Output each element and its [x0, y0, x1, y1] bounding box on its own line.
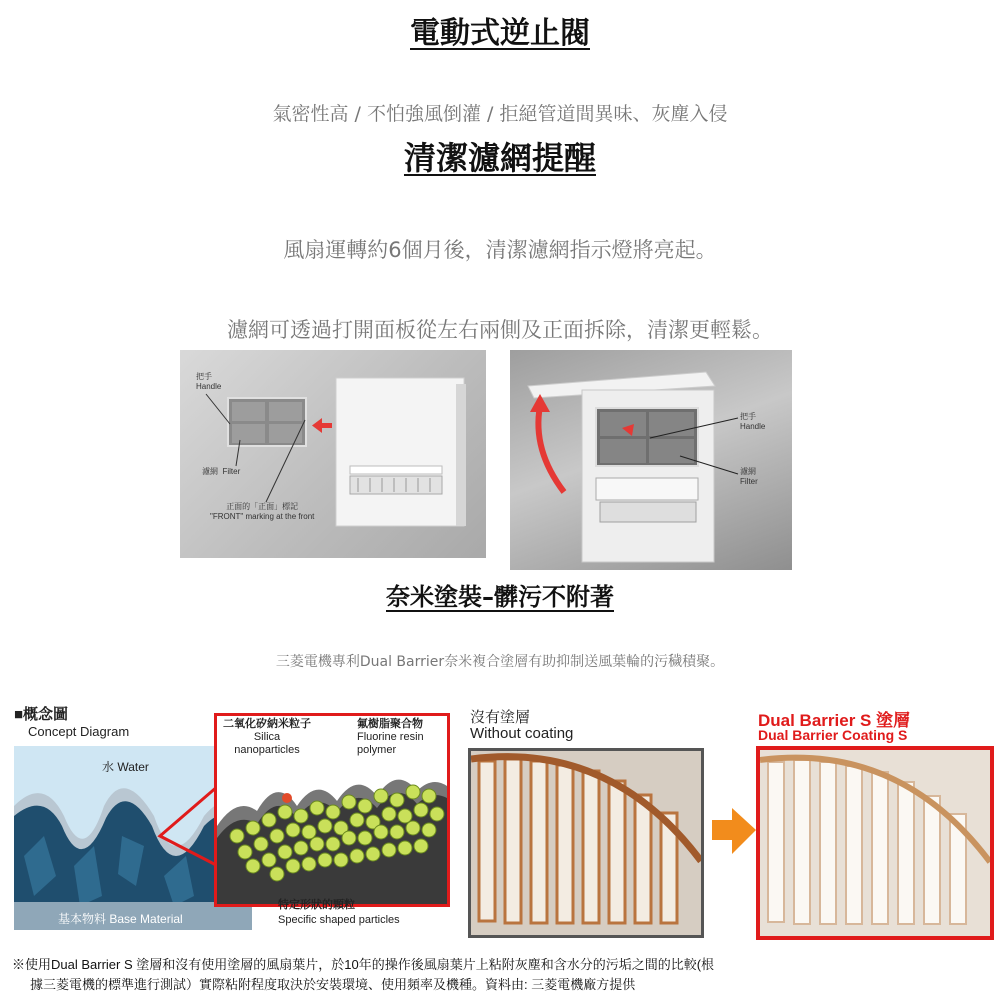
footnote — [12, 955, 992, 995]
check-damper-subtitle: 氣密性高 / 不怕強風倒灌 / 拒絕管道間異味、灰塵入侵 — [272, 103, 728, 125]
filter-reminder-line2: 濾網可透過打開面板從左右兩側及正面拆除，清潔更輕鬆。 — [227, 318, 773, 342]
without-coating-label-en: Without coating — [470, 725, 574, 742]
section-title-check-damper: 電動式逆止閥 — [410, 16, 590, 51]
filter-removal-photo-left — [180, 350, 486, 558]
dirty-fan-blades — [471, 751, 701, 935]
footnote-line1: ※使用Dual Barrier S 塗層和沒有使用塗層的風扇葉片，於10年的操作後風扇葉片上粘附灰塵和含水分的污垢之間的比較(根 — [12, 957, 715, 972]
with-coating-label-zh: Dual Barrier S 塗層 — [758, 711, 911, 730]
comparison-arrow — [712, 806, 756, 856]
filter-removal-photo-right — [510, 350, 792, 570]
filter-diagram-right — [510, 350, 792, 570]
zoom-box — [214, 713, 450, 907]
handle-label-right: 把手 Handle — [740, 412, 766, 431]
with-coating-label-en: Dual Barrier Coating S — [758, 727, 908, 743]
with-coating-photo — [756, 746, 994, 940]
nano-coating-subtitle: 三菱電機專利Dual Barrier奈米複合塗層有助抑制送風葉輪的污穢積聚。 — [275, 654, 725, 670]
section-title-filter-reminder: 清潔濾網提醒 — [403, 139, 596, 177]
fluorine-label: 氟樹脂聚合物 Fluorine resin polymer — [357, 718, 424, 756]
footnote-line2: 據三菱電機的標準進行測試）實際粘附程度取決於安裝環境、使用頻率及機種。資料由: 三菱電機廠方提供 — [30, 977, 636, 992]
clean-fan-blades — [760, 750, 990, 936]
filter-label-right: 濾網 Filter — [740, 467, 758, 486]
filter-label-left: 濾網 Filter — [202, 467, 241, 476]
section-title-nano-coating: 奈米塗裝–髒污不附著 — [386, 583, 614, 611]
without-coating-label-zh: 沒有塗層 — [470, 709, 531, 726]
concept-heading: ■概念圖 — [14, 706, 69, 723]
water-label: 水 Water — [102, 760, 149, 774]
concept-heading-en: Concept Diagram — [28, 724, 130, 739]
silica-label: 二氧化矽納米粒子 Silica nanoparticles — [223, 718, 311, 756]
specific-particles-label: 特定形狀的顆粒 Specific shaped particles — [278, 899, 400, 926]
filter-diagram-left — [180, 350, 486, 558]
base-material-label: 基本物料 Base Material — [58, 912, 183, 926]
filter-reminder-line1: 風扇運轉約6個月後，清潔濾網指示燈將亮起。 — [283, 238, 717, 262]
front-marking-label: 正面的「正面」標記 "FRONT" marking at the front — [210, 502, 315, 521]
without-coating-photo — [468, 748, 704, 938]
handle-label-left: 把手 Handle — [196, 372, 222, 391]
